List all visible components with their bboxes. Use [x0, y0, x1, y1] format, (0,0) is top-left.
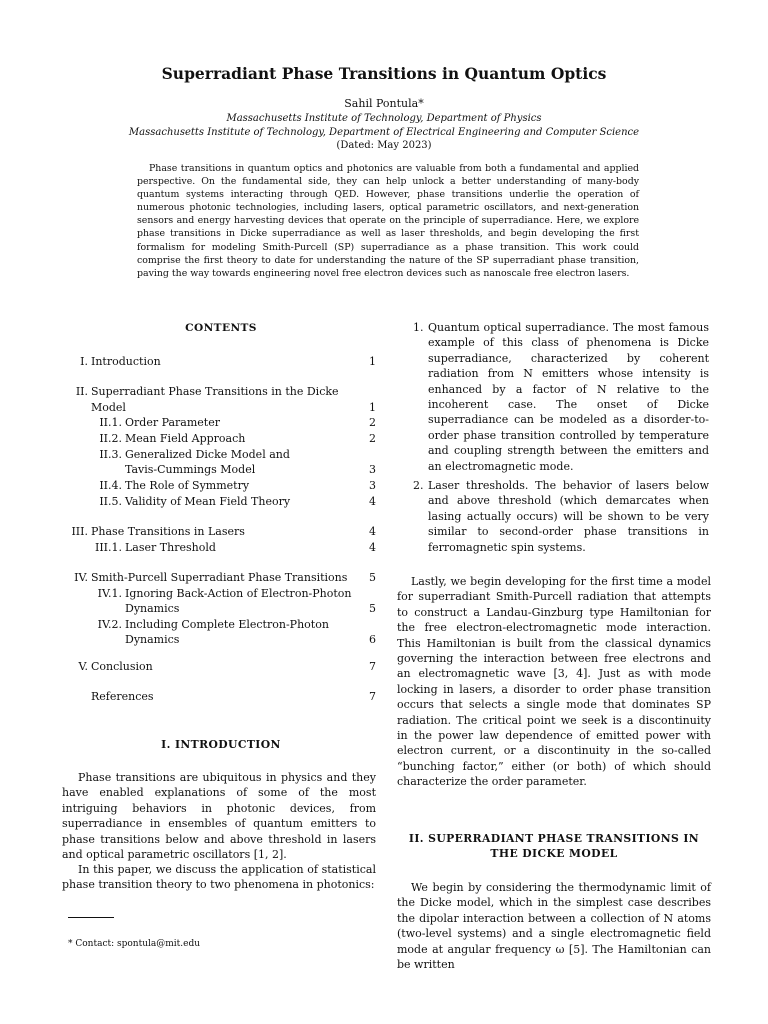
list-item	[397, 478, 711, 558]
toc-number: II.3.	[99, 448, 122, 461]
toc-number: IV.	[74, 571, 88, 584]
toc-label: Mean Field Approach	[125, 432, 246, 445]
author-name: Sahil Pontula*	[344, 97, 424, 110]
footnote-rule	[68, 917, 114, 918]
toc-page-number: 5	[369, 571, 376, 584]
list-item-text: Laser thresholds. The behavior of lasers below and above threshold (which demarcates when lasing actually occurs) will be shown to be very similar to second-order phase transitions in ferromagnetic spin systems.	[428, 479, 709, 554]
section-2-heading	[397, 831, 711, 861]
list-item-text: Quantum optical superradiance. The most famous example of this class of phenomena is Dicke superradiance, characterized by coherent radiation from N emitters whose intensity is enhanced by a factor of N relative to the incoherent case. The onset of Dicke superradiance can be modeled as a disorder-to-order phase transition controlled by temperature and coupling strength between the emitters and an electromagnetic mode.	[428, 321, 709, 473]
toc-label: References	[91, 690, 154, 703]
toc-page-number: 2	[369, 432, 376, 445]
section-2-heading-line-1: II. SUPERRADIANT PHASE TRANSITIONS IN	[408, 832, 700, 845]
section-2-paragraph: We begin by considering the thermodynamic limit of the Dicke model, which in the simplest case describes the dipolar interaction between a collection of N atoms (two-level systems) and a single electromagnetic field mode at angular frequency ω [5]. The Hamiltonian can be written	[397, 881, 711, 972]
toc-label: Ignoring Back-Action of Electron-Photon	[125, 587, 352, 600]
section-2-heading-line-2: THE DICKE MODEL	[490, 847, 618, 860]
toc-number: II.5.	[99, 495, 122, 508]
toc-page-number: 1	[369, 355, 376, 368]
toc-label: Order Parameter	[125, 416, 220, 429]
toc-page-number: 3	[369, 479, 376, 492]
toc-page-number: 2	[369, 416, 376, 429]
abstract: Phase transitions in quantum optics and photonics are valuable from both a fundamental and applied perspective. On the fundamental side, they can help unlock a better understanding of many-body quantum systems interacting through QED. However, phase transitions underlie the operation of numerous photonic technologies, including lasers, optical parametric oscillators, and next-generation sensors and energy harvesting devices that operate on the principle of superradiance. Here, we explore phase transitions in Dicke superradiance as well as laser thresholds, and begin developing the first formalism for modeling Smith-Purcell (SP) superradiance as a phase transition. This work could comprise the first theory to date for understanding the nature of the SP superradiant phase transition, paving the way towards engineering novel free electron devices such as nanoscale free electron lasers.	[137, 163, 639, 279]
list-item-number: 1.	[413, 321, 424, 334]
toc-label: Including Complete Electron-Photon	[125, 618, 329, 631]
intro-paragraph-1: Phase transitions are ubiquitous in physics and they have enabled explanations of some of the most intriguing behaviors in photonic devices, from superradiance in ensembles of quantum emitters to phase transitions below and above threshold in lasers and optical parametric oscillators [1, 2].	[62, 771, 376, 862]
toc-label: Model	[91, 401, 126, 414]
toc-page-number: 6	[369, 633, 376, 646]
introduction-heading: I. INTRODUCTION	[161, 738, 281, 751]
toc-label: Validity of Mean Field Theory	[125, 495, 291, 508]
date-line: (Dated: May 2023)	[336, 140, 432, 151]
toc-page-number: 7	[369, 690, 376, 703]
toc-number: II.1.	[99, 416, 122, 429]
toc-label: Generalized Dicke Model and	[125, 448, 290, 461]
toc-label: Laser Threshold	[125, 541, 216, 554]
toc-label: Superradiant Phase Transitions in the Dicke	[91, 385, 339, 398]
toc-label: Dynamics	[125, 633, 180, 646]
toc-page-number: 1	[369, 401, 376, 414]
list-item-number: 2.	[413, 479, 424, 492]
toc-label: Phase Transitions in Lasers	[91, 525, 245, 538]
toc-label: Conclusion	[91, 660, 153, 673]
toc-page-number: 5	[369, 602, 376, 615]
footnote-contact: * Contact: spontula@mit.edu	[68, 939, 201, 949]
affiliation-eecs: Massachusetts Institute of Technology, Department of Electrical Engineering and Computer Science	[128, 127, 640, 138]
toc-label: Dynamics	[125, 602, 180, 615]
toc-page-number: 4	[369, 495, 376, 508]
paper-title: Superradiant Phase Transitions in Quantum Optics	[161, 64, 607, 83]
toc-page-number: 4	[369, 525, 376, 538]
toc-number: I.	[80, 355, 88, 368]
toc-label: Tavis-Cummings Model	[125, 463, 256, 476]
contents-heading: CONTENTS	[185, 322, 257, 334]
toc-label: The Role of Symmetry	[125, 479, 250, 492]
intro-paragraph-2: In this paper, we discuss the application of statistical phase transition theory to two phenomena in photonics:	[62, 863, 376, 892]
toc-number: III.	[71, 525, 88, 538]
lastly-paragraph: Lastly, we begin developing for the first time a model for superradiant Smith-Purcell radiation that attempts to construct a Landau-Ginzburg type Hamiltonian for the free electron-electromagnetic mode interaction. This Hamiltonian is built from the classical dynamics governing the interaction between free electrons and an electromagnetic wave [3, 4]. Just as with mode locking in lasers, a disorder to order phase transition occurs that selects a single mode that dominates SP radiation. The critical point we seek is a discontinuity in the power law dependence of emitted power with electron current, or a discontinuity in the so-called “bunching factor,” either (or both) of which should characterize the order parameter.	[397, 575, 711, 789]
toc-number: III.1.	[94, 541, 122, 554]
toc-number: IV.2.	[97, 618, 122, 631]
affiliation-physics: Massachusetts Institute of Technology, Department of Physics	[226, 113, 542, 124]
toc-page-number: 7	[369, 660, 376, 673]
toc-label: Introduction	[91, 355, 161, 368]
toc-number: IV.1.	[97, 587, 122, 600]
toc-number: II.	[75, 385, 88, 398]
toc-number: II.4.	[99, 479, 122, 492]
toc-number: V.	[78, 660, 88, 673]
toc-page-number: 3	[369, 463, 376, 476]
toc-label: Smith-Purcell Superradiant Phase Transitions	[91, 571, 348, 584]
list-item	[397, 320, 711, 473]
toc-number: II.2.	[99, 432, 122, 445]
toc-page-number: 4	[369, 541, 376, 554]
